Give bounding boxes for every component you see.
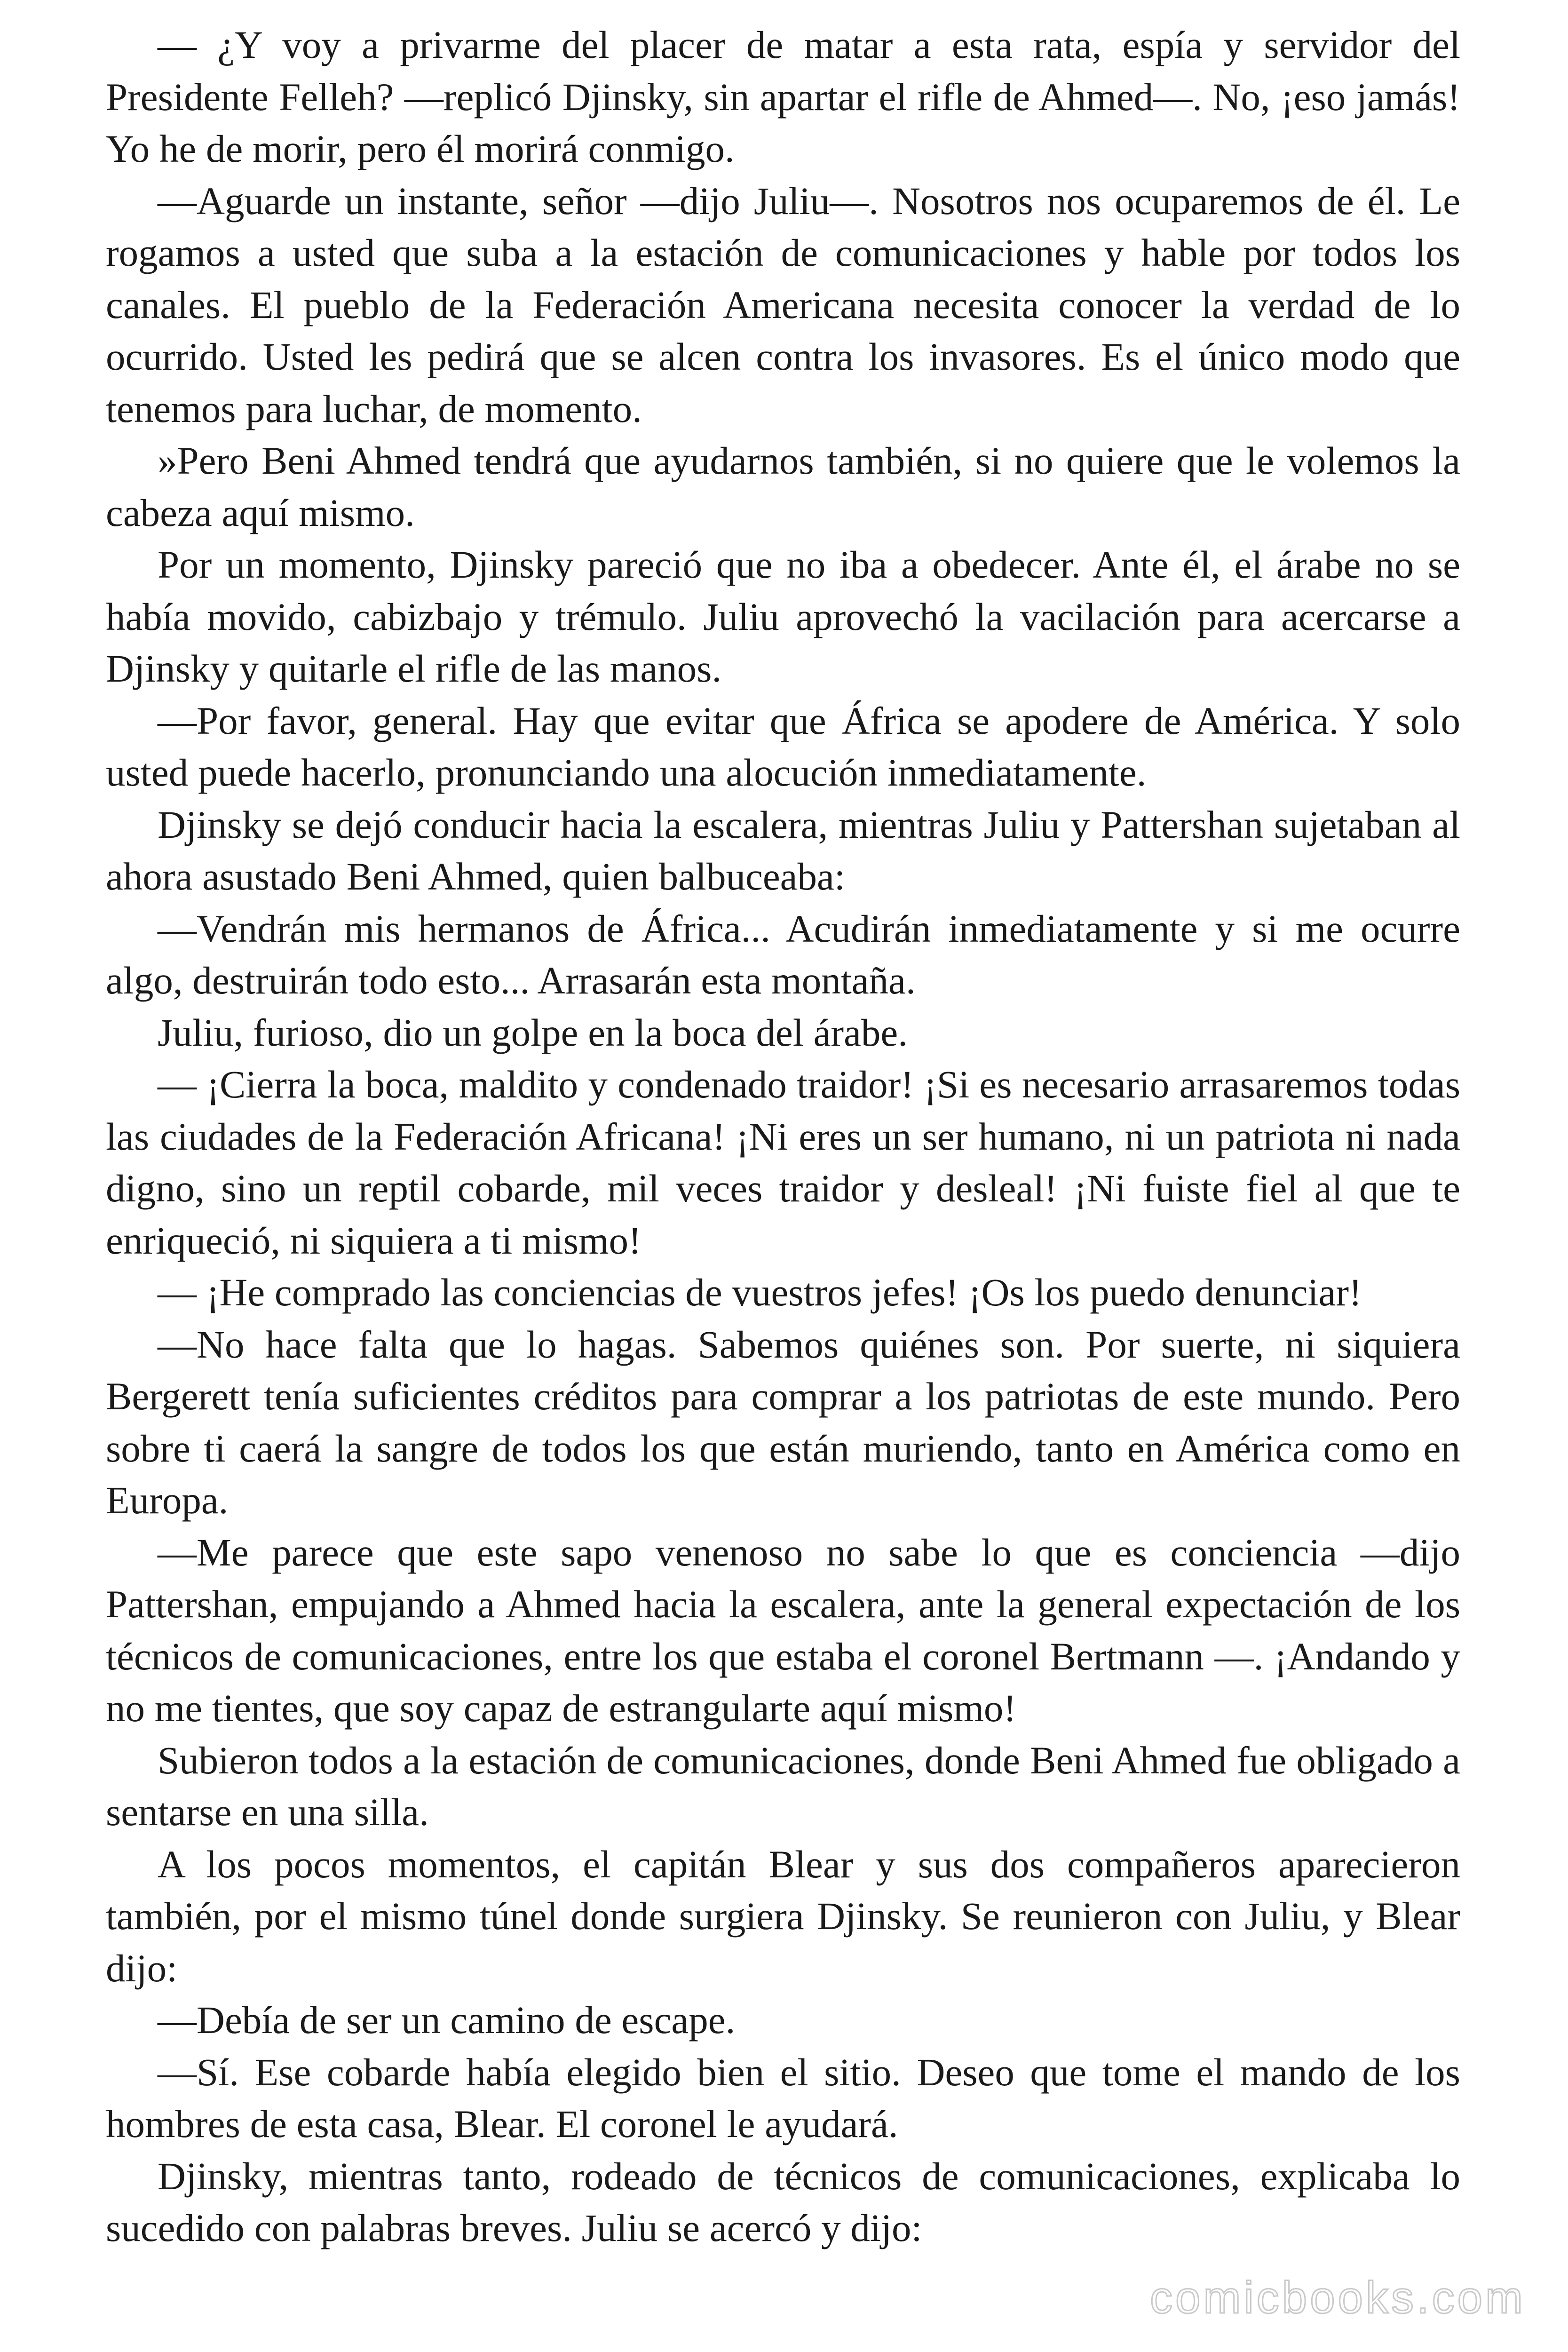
paragraph: — ¡He comprado las conciencias de vuestros jefes! ¡Os los puedo denunciar! (158, 1271, 1362, 1314)
page-text (106, 19, 1460, 2254)
paragraph: »Pero Beni Ahmed tendrá que ayudarnos también, si no quiere que le volemos la cabeza aquí mismo. (106, 439, 1460, 534)
paragraph: Por un momento, Djinsky pareció que no iba a obedecer. Ante él, el árabe no se había movido, cabizbajo y trémulo. Juliu aprovechó la vacilación para acercarse a Djinsky y quitarle el rifle de las manos. (106, 543, 1460, 690)
paragraph: —No hace falta que lo hagas. Sabemos quiénes son. Por suerte, ni siquiera Bergerett tenía suficientes créditos para comprar a los patriotas de este mundo. Pero sobre ti caerá la sangre de todos los que están muriendo, tanto en América como en Europa. (106, 1322, 1460, 1522)
paragraph: — ¡Cierra la boca, maldito y condenado traidor! ¡Si es necesario arrasaremos todas las ciudades de la Federación Africana! ¡Ni eres un ser humano, ni un patriota ni nada digno, sino un reptil cobarde, mil veces traidor y desleal! ¡Ni fuiste fiel al que te enriqueció, ni siquiera a ti mismo! (106, 1063, 1460, 1262)
watermark: comicbooks.com (1150, 2273, 1526, 2323)
paragraph: A los pocos momentos, el capitán Blear y sus dos compañeros aparecieron también, por el mismo túnel donde surgiera Djinsky. Se reunieron con Juliu, y Blear dijo: (106, 1842, 1460, 1990)
paragraph: —Debía de ser un camino de escape. (158, 1998, 736, 2042)
paragraph: Djinsky se dejó conducir hacia la escalera, mientras Juliu y Pattershan sujetaban al ahora asustado Beni Ahmed, quien balbuceaba: (106, 803, 1460, 898)
paragraph: —Por favor, general. Hay que evitar que África se apodere de América. Y solo usted puede hacerlo, pronunciando una alocución inmediatamente. (106, 699, 1460, 794)
paragraph: — ¿Y voy a privarme del placer de matar a esta rata, espía y servidor del Presidente Felleh? —replicó Djinsky, sin apartar el rifle de Ahmed—. No, ¡eso jamás! Yo he de morir, pero él morirá conmigo. (106, 23, 1460, 170)
paragraph: —Me parece que este sapo venenoso no sabe lo que es conciencia —dijo Pattershan, empujando a Ahmed hacia la escalera, ante la general expectación de los técnicos de comunicaciones, entre los que estaba el coronel Bertmann —. ¡Andando y no me tientes, que soy capaz de estrangularte aquí mismo! (106, 1530, 1460, 1730)
paragraph: —Vendrán mis hermanos de África... Acudirán inmediatamente y si me ocurre algo, destruirán todo esto... Arrasarán esta montaña. (106, 906, 1460, 1002)
paragraph: Juliu, furioso, dio un golpe en la boca del árabe. (158, 1010, 908, 1054)
paragraph: Djinsky, mientras tanto, rodeado de técnicos de comunicaciones, explicaba lo sucedido con palabras breves. Juliu se acercó y dijo: (106, 2154, 1460, 2249)
paragraph: Subieron todos a la estación de comunicaciones, donde Beni Ahmed fue obligado a sentarse en una silla. (106, 1738, 1460, 1834)
paragraph: —Aguarde un instante, señor —dijo Juliu—. Nosotros nos ocuparemos de él. Le rogamos a usted que suba a la estación de comunicaciones y hable por todos los canales. El pueblo de la Federación Americana necesita conocer la verdad de lo ocurrido. Usted les pedirá que se alcen contra los invasores. Es el único modo que tenemos para luchar, de momento. (106, 179, 1460, 430)
paragraph: —Sí. Ese cobarde había elegido bien el sitio. Deseo que tome el mando de los hombres de esta casa, Blear. El coronel le ayudará. (106, 2050, 1460, 2145)
